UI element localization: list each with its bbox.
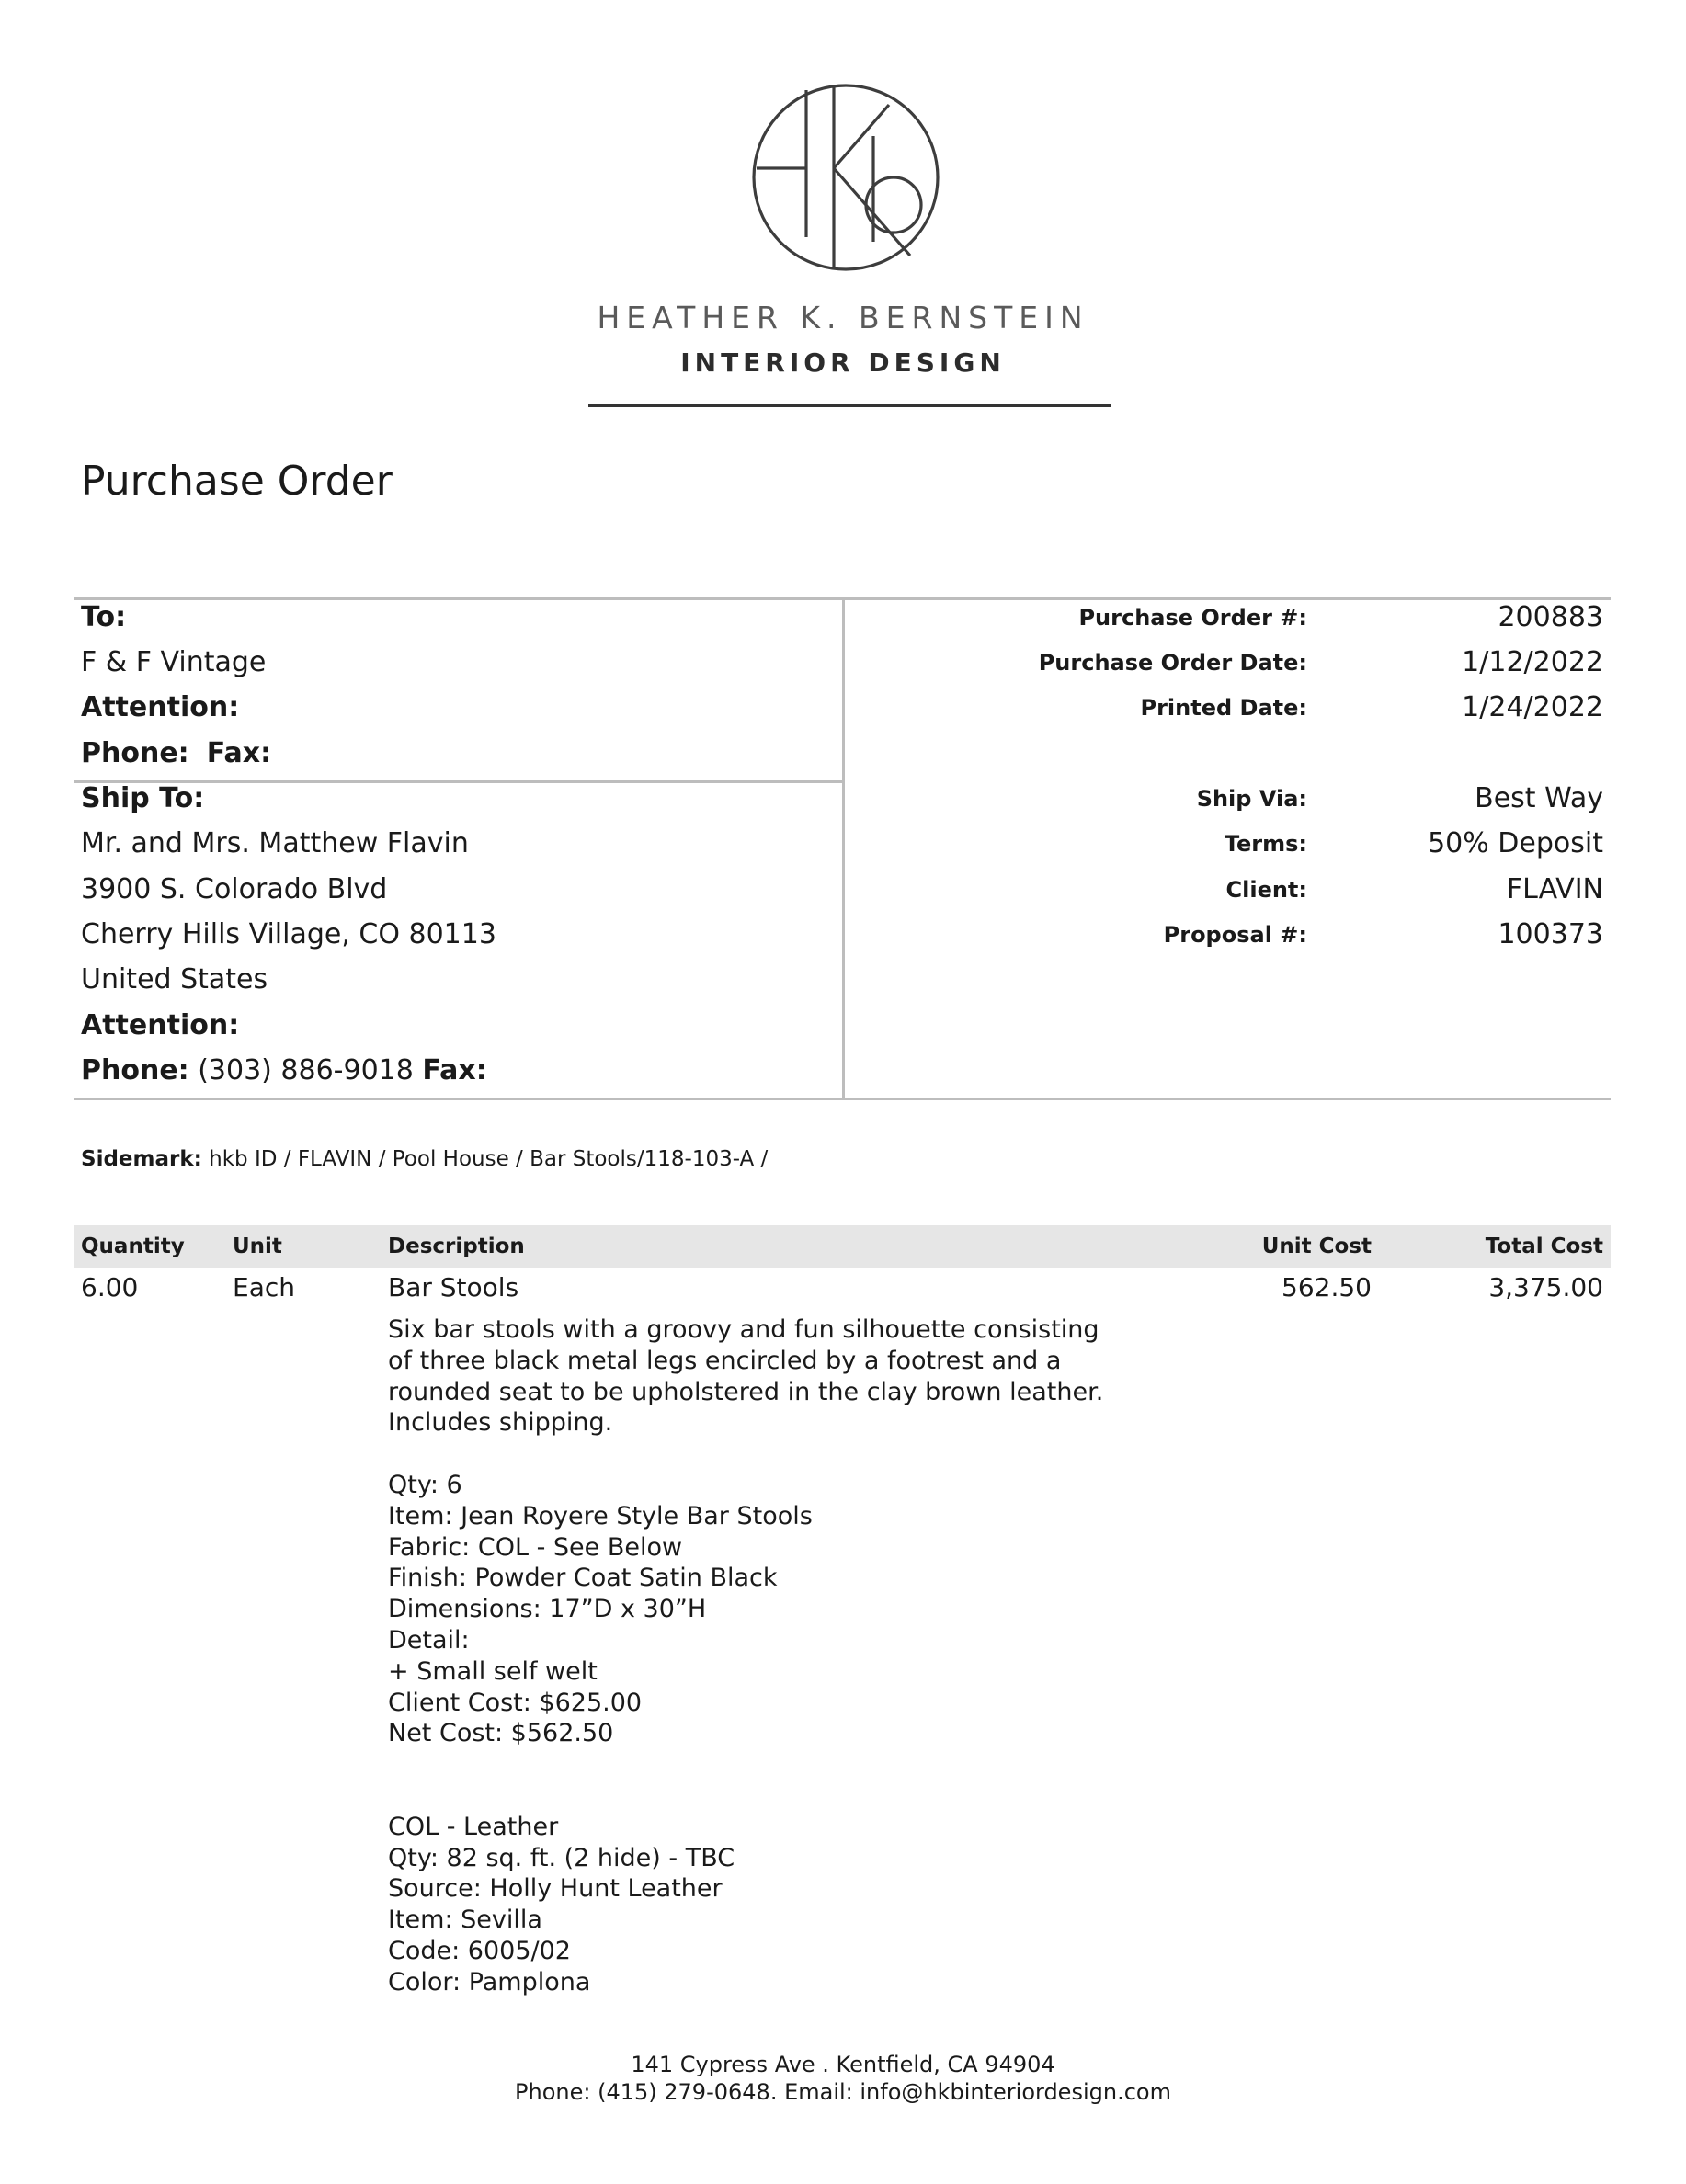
row-unit: Each xyxy=(233,1272,295,1302)
client-label: Client: xyxy=(1225,877,1307,903)
spec-line: Detail: xyxy=(388,1625,470,1655)
item-description xyxy=(388,1314,1105,1998)
proposal-value: 100373 xyxy=(1498,918,1603,950)
hkb-monogram-logo xyxy=(749,81,942,274)
terms-label: Terms: xyxy=(1224,831,1307,857)
company-logo xyxy=(0,0,1686,414)
spec-line: Net Cost: $562.50 xyxy=(388,1719,614,1748)
printed-date-value: 1/24/2022 xyxy=(1462,691,1603,723)
description-line: rounded seat to be upholstered in the clay brown leather. xyxy=(388,1377,1104,1406)
col-line: Item: Sevilla xyxy=(388,1905,542,1935)
item-specs xyxy=(388,1470,1105,1749)
page-title: Purchase Order xyxy=(81,458,393,505)
col-line: Qty: 82 sq. ft. (2 hide) - TBC xyxy=(388,1843,735,1872)
vendor-phone-fax: Phone: Fax: xyxy=(81,737,272,769)
ship-to-address1: 3900 S. Colorado Blvd xyxy=(81,873,388,905)
proposal-label: Proposal #: xyxy=(1163,922,1307,948)
spec-line: Finish: Powder Coat Satin Black xyxy=(388,1564,778,1593)
col-line: COL - Leather xyxy=(388,1812,559,1841)
col-line: Source: Holly Hunt Leather xyxy=(388,1874,723,1904)
items-table-header xyxy=(74,1225,1611,1268)
row-quantity: 6.00 xyxy=(81,1272,139,1302)
col-unit-cost: Unit Cost xyxy=(1261,1234,1372,1258)
po-date-value: 1/12/2022 xyxy=(1462,646,1603,678)
po-number-value: 200883 xyxy=(1498,601,1603,633)
col-line: Color: Pamplona xyxy=(388,1967,591,1996)
ship-via-value: Best Way xyxy=(1475,782,1603,814)
footer-address: 141 Cypress Ave . Kentfield, CA 94904 xyxy=(631,2052,1055,2077)
col-description: Description xyxy=(388,1234,525,1258)
spec-line: Fabric: COL - See Below xyxy=(388,1532,683,1562)
vendor-to-label: To: xyxy=(81,601,127,633)
row-total-cost: 3,375.00 xyxy=(1488,1272,1603,1302)
ship-to-address2: Cherry Hills Village, CO 80113 xyxy=(81,918,496,950)
row-unit-cost: 562.50 xyxy=(1282,1272,1372,1302)
description-line: of three black metal legs encircled by a footrest and a xyxy=(388,1346,1062,1375)
divider xyxy=(842,597,845,1100)
col-quantity: Quantity xyxy=(81,1234,185,1258)
po-date-label: Purchase Order Date: xyxy=(1038,650,1307,676)
ship-to-name: Mr. and Mrs. Matthew Flavin xyxy=(81,827,469,859)
order-info-box xyxy=(74,597,1611,1100)
description-paragraph xyxy=(388,1314,1105,1439)
description-line: Six bar stools with a groovy and fun silhouette consisting xyxy=(388,1315,1099,1344)
vendor-name: F & F Vintage xyxy=(81,646,267,678)
client-value: FLAVIN xyxy=(1506,873,1603,905)
footer-contact: Phone: (415) 279-0648. Email: info@hkbinteriordesign.com xyxy=(515,2079,1171,2105)
ship-to-country: United States xyxy=(81,963,268,995)
col-unit: Unit xyxy=(233,1234,282,1258)
col-total-cost: Total Cost xyxy=(1485,1234,1603,1258)
ship-to-phone-fax: Phone: (303) 886-9018 Fax: xyxy=(81,1054,487,1086)
spec-line: Item: Jean Royere Style Bar Stools xyxy=(388,1501,813,1530)
printed-date-label: Printed Date: xyxy=(1140,695,1307,721)
spec-line: + Small self welt xyxy=(388,1656,598,1686)
brand-name: HEATHER K. BERNSTEIN xyxy=(597,300,1089,336)
ship-to-attention: Attention: xyxy=(81,1009,240,1041)
description-line: Includes shipping. xyxy=(388,1408,613,1438)
spec-line: Client Cost: $625.00 xyxy=(388,1688,643,1717)
ship-to-label: Ship To: xyxy=(81,782,205,814)
sidemark: Sidemark: hkb ID / FLAVIN / Pool House / Bar Stools/118-103-A / xyxy=(81,1147,769,1171)
row-item: Bar Stools xyxy=(388,1272,519,1302)
vendor-attention: Attention: xyxy=(81,691,240,723)
brand-subtitle: INTERIOR DESIGN xyxy=(680,347,1006,378)
col-leather-specs xyxy=(388,1812,1105,1998)
terms-value: 50% Deposit xyxy=(1428,827,1603,859)
spec-line: Dimensions: 17”D x 30”H xyxy=(388,1595,707,1624)
header-divider xyxy=(588,404,1111,407)
spec-line: Qty: 6 xyxy=(388,1470,462,1499)
ship-via-label: Ship Via: xyxy=(1196,786,1307,812)
col-line: Code: 6005/02 xyxy=(388,1936,571,1965)
po-number-label: Purchase Order #: xyxy=(1078,605,1307,631)
